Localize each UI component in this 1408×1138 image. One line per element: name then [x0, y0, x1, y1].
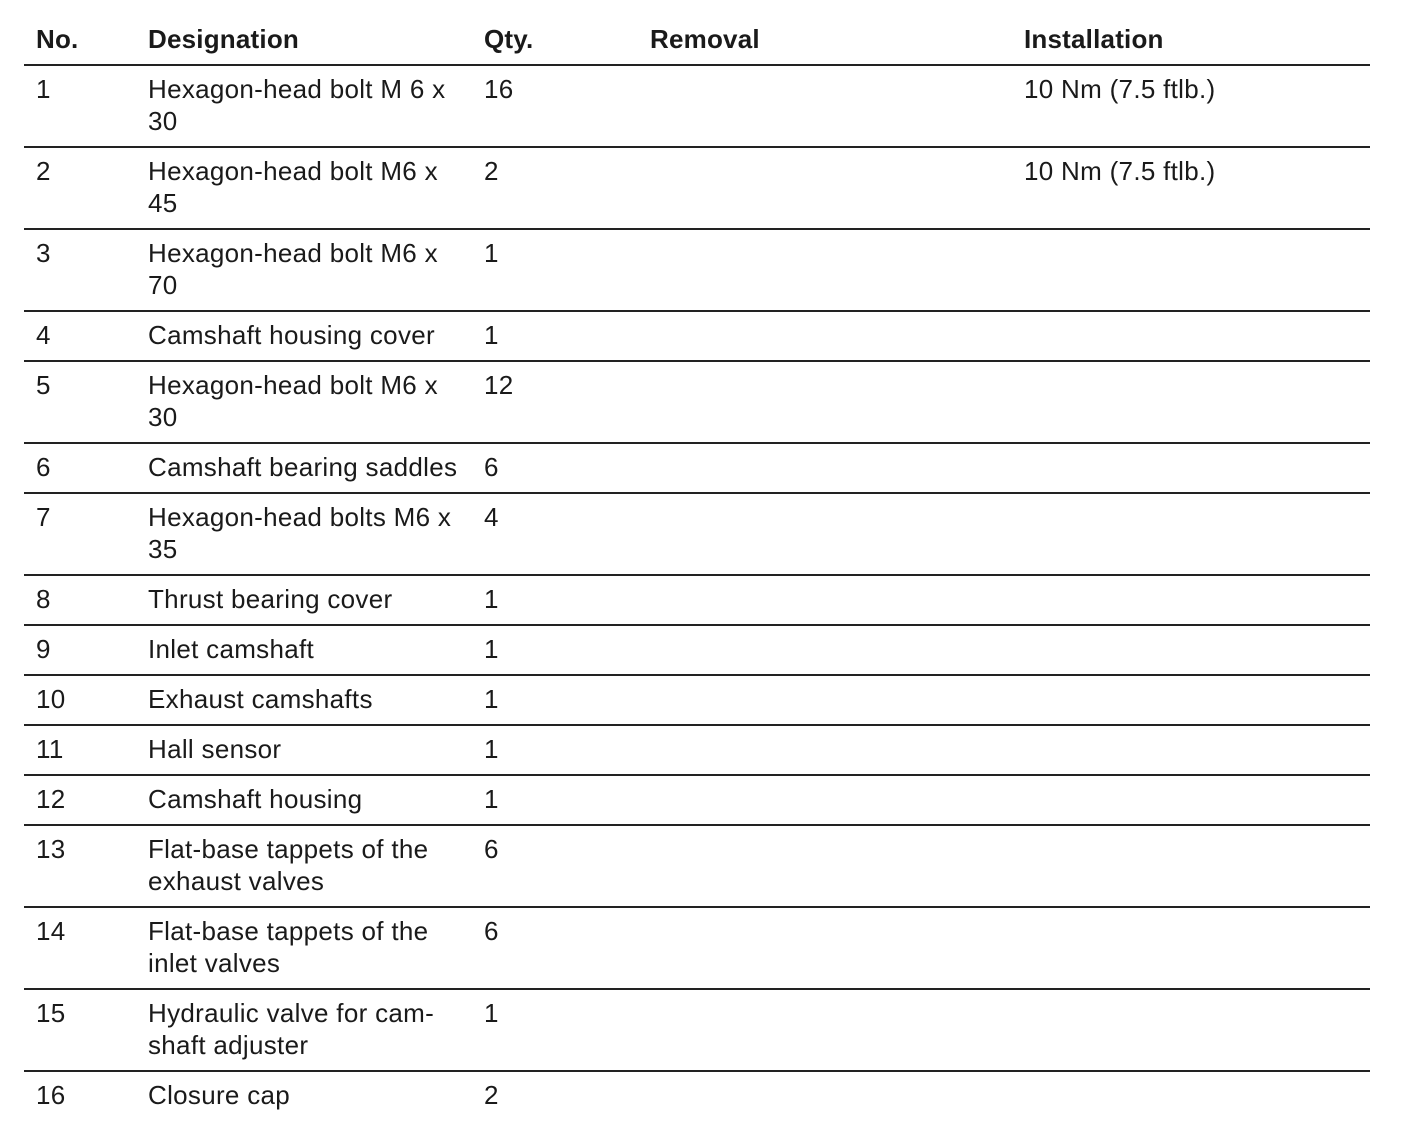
cell-qty: 16	[472, 65, 642, 147]
table-row	[24, 725, 1370, 775]
cell-removal	[642, 147, 1012, 229]
cell-qty: 12	[472, 361, 642, 443]
header-qty: Qty.	[472, 14, 642, 65]
header-removal: Removal	[642, 14, 1012, 65]
parts-table-page	[24, 14, 1370, 1120]
cell-installation	[1012, 825, 1370, 907]
cell-qty: 1	[472, 675, 642, 725]
cell-installation	[1012, 775, 1370, 825]
parts-table	[24, 14, 1370, 1120]
cell-no: 15	[24, 989, 136, 1071]
cell-no: 1	[24, 65, 136, 147]
cell-qty: 1	[472, 229, 642, 311]
cell-no: 14	[24, 907, 136, 989]
header-designation: Designation	[136, 14, 472, 65]
cell-installation	[1012, 311, 1370, 361]
cell-no: 3	[24, 229, 136, 311]
table-row	[24, 625, 1370, 675]
cell-qty: 2	[472, 147, 642, 229]
cell-removal	[642, 361, 1012, 443]
cell-removal	[642, 311, 1012, 361]
cell-installation	[1012, 1071, 1370, 1120]
cell-designation: Camshaft housing cover	[136, 311, 472, 361]
cell-no: 6	[24, 443, 136, 493]
table-row	[24, 575, 1370, 625]
cell-installation	[1012, 725, 1370, 775]
cell-removal	[642, 825, 1012, 907]
cell-designation: Hexagon-head bolt M 6 x 30	[136, 65, 472, 147]
cell-installation	[1012, 493, 1370, 575]
cell-no: 4	[24, 311, 136, 361]
cell-qty: 1	[472, 989, 642, 1071]
table-row	[24, 361, 1370, 443]
table-row	[24, 147, 1370, 229]
cell-qty: 1	[472, 775, 642, 825]
table-header	[24, 14, 1370, 65]
cell-installation	[1012, 907, 1370, 989]
cell-designation: Hexagon-head bolt M6 x 45	[136, 147, 472, 229]
cell-designation: Flat-base tappets of the exhaust valves	[136, 825, 472, 907]
cell-removal	[642, 989, 1012, 1071]
cell-no: 16	[36, 1080, 66, 1110]
cell-designation: Hydraulic valve for cam-shaft adjuster	[136, 989, 472, 1071]
cell-designation: Closure cap	[148, 1080, 291, 1110]
cell-removal	[642, 675, 1012, 725]
cell-no: 9	[24, 625, 136, 675]
cell-removal	[642, 575, 1012, 625]
cell-removal	[642, 625, 1012, 675]
table-row	[24, 65, 1370, 147]
cell-no: 2	[24, 147, 136, 229]
cell-installation	[1012, 675, 1370, 725]
cell-installation	[1012, 443, 1370, 493]
table-row	[24, 493, 1370, 575]
cell-removal	[642, 907, 1012, 989]
cell-designation: Hexagon-head bolt M6 x 70	[136, 229, 472, 311]
cell-designation: Inlet camshaft	[136, 625, 472, 675]
cell-installation	[1012, 989, 1370, 1071]
cell-installation	[1012, 229, 1370, 311]
header-no: No.	[24, 14, 136, 65]
cell-installation	[1012, 625, 1370, 675]
cell-no: 5	[24, 361, 136, 443]
cell-removal	[642, 725, 1012, 775]
cell-designation: Camshaft housing	[136, 775, 472, 825]
table-row	[24, 825, 1370, 907]
header-installation: Installation	[1012, 14, 1370, 65]
cell-removal	[642, 65, 1012, 147]
table-row	[24, 311, 1370, 361]
cell-installation	[1012, 361, 1370, 443]
cell-qty: 1	[472, 575, 642, 625]
cell-qty: 6	[472, 825, 642, 907]
cell-qty: 6	[472, 907, 642, 989]
table-body	[24, 65, 1370, 1120]
cell-qty: 2	[484, 1080, 499, 1110]
cell-installation: 10 Nm (7.5 ftlb.)	[1012, 147, 1370, 229]
table-row	[24, 989, 1370, 1071]
table-row	[24, 675, 1370, 725]
table-row	[24, 907, 1370, 989]
table-row	[24, 229, 1370, 311]
cell-designation: Flat-base tappets of the inlet valves	[136, 907, 472, 989]
cell-designation: Hexagon-head bolts M6 x 35	[136, 493, 472, 575]
table-row	[24, 443, 1370, 493]
cell-qty: 1	[472, 311, 642, 361]
cell-no: 8	[24, 575, 136, 625]
cell-installation	[1012, 575, 1370, 625]
table-row	[24, 1071, 1370, 1120]
table-row	[24, 775, 1370, 825]
cell-designation: Hexagon-head bolt M6 x 30	[136, 361, 472, 443]
cell-removal	[642, 775, 1012, 825]
cell-no: 7	[24, 493, 136, 575]
cell-removal	[642, 443, 1012, 493]
cell-qty: 4	[472, 493, 642, 575]
header-row	[24, 14, 1370, 65]
cell-no: 10	[24, 675, 136, 725]
cell-qty: 1	[472, 725, 642, 775]
cell-designation: Hall sensor	[136, 725, 472, 775]
cell-removal	[642, 1071, 1012, 1120]
cell-installation: 10 Nm (7.5 ftlb.)	[1012, 65, 1370, 147]
cell-designation: Thrust bearing cover	[136, 575, 472, 625]
cell-qty: 6	[472, 443, 642, 493]
cell-qty: 1	[472, 625, 642, 675]
cell-no: 11	[24, 725, 136, 775]
cell-no: 12	[24, 775, 136, 825]
cell-designation: Exhaust camshafts	[136, 675, 472, 725]
cell-removal	[642, 493, 1012, 575]
cell-removal	[642, 229, 1012, 311]
cell-no: 13	[24, 825, 136, 907]
cell-designation: Camshaft bearing saddles	[136, 443, 472, 493]
